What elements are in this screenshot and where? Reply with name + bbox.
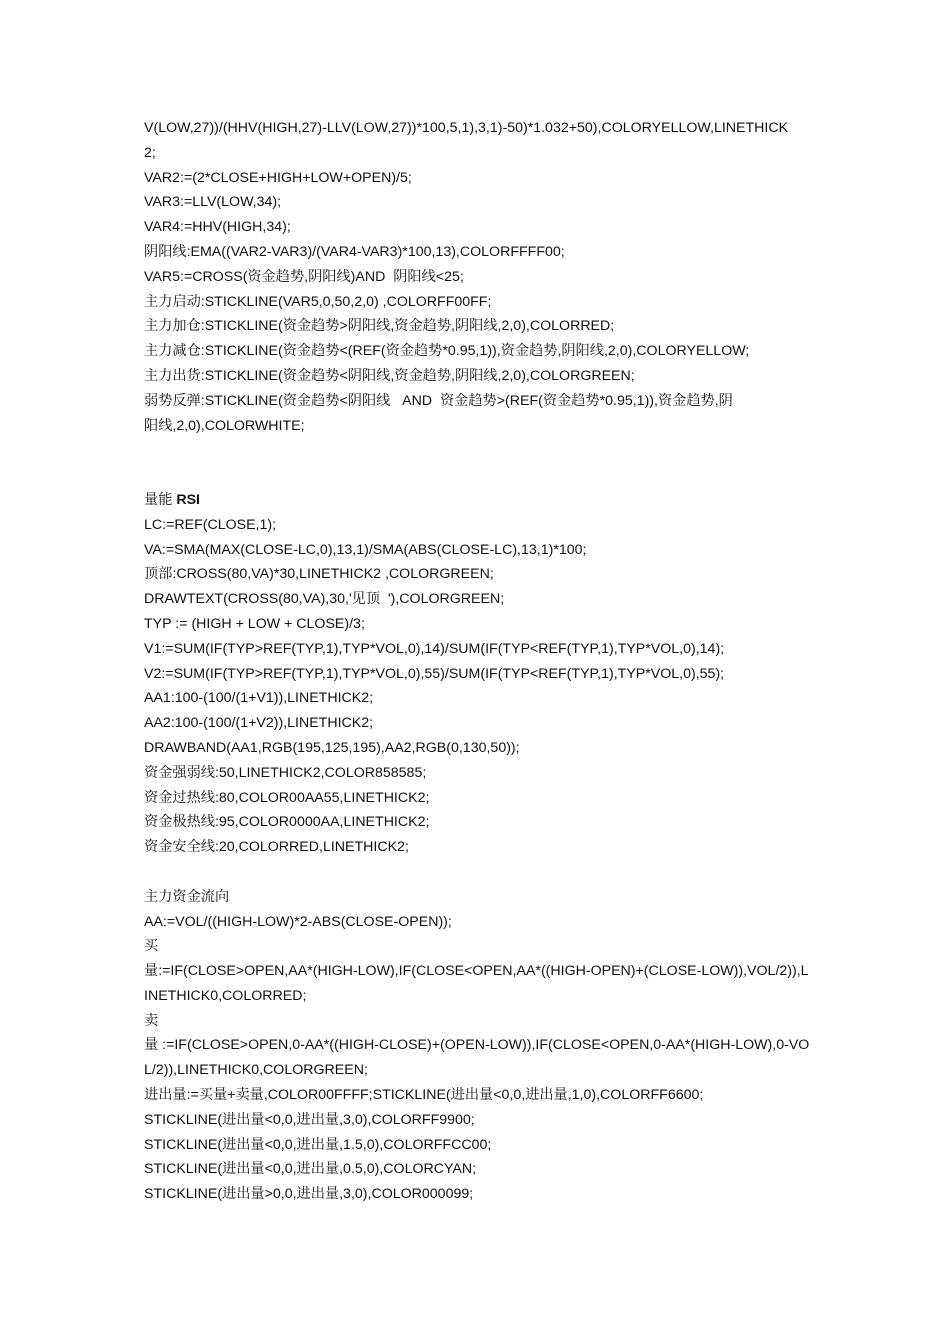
code-line: 主力启动:STICKLINE(VAR5,0,50,2,0) ,COLORFF00FF;	[144, 293, 492, 310]
code-line: 进出量:=买量+卖量,COLOR00FFFF;STICKLINE(进出量<0,0,进出量,1,0),COLORFF6600;	[144, 1087, 704, 1104]
code-line: STICKLINE(进出量<0,0,进出量,0.5,0),COLORCYAN;	[144, 1161, 477, 1178]
code-line: AA1:100-(100/(1+V1)),LINETHICK2;	[144, 690, 374, 707]
code-line: DRAWBAND(AA1,RGB(195,125,195),AA2,RGB(0,130,50));	[144, 739, 520, 756]
code-line: 资金强弱线:50,LINETHICK2,COLOR858585;	[144, 764, 427, 781]
code-line: VAR4:=HHV(HIGH,34);	[144, 219, 291, 236]
section-rsi	[144, 488, 816, 860]
code-line: 量 :=IF(CLOSE>OPEN,0-AA*((HIGH-CLOSE)+(OPEN-LOW)),IF(CLOSE<OPEN,0-AA*(HIGH-LOW),0-VO	[144, 1037, 810, 1054]
code-line: LC:=REF(CLOSE,1);	[144, 516, 277, 533]
code-line: 顶部:CROSS(80,VA)*30,LINETHICK2 ,COLORGREEN;	[144, 566, 494, 583]
code-line: STICKLINE(进出量>0,0,进出量,3,0),COLOR000099;	[144, 1186, 474, 1203]
code-line: TYP := (HIGH + LOW + CLOSE)/3;	[144, 615, 365, 632]
section-main-fund-flow	[144, 885, 816, 1207]
code-line: DRAWTEXT(CROSS(80,VA),30,'见顶 '),COLORGREEN;	[144, 591, 505, 608]
code-line: VAR2:=(2*CLOSE+HIGH+LOW+OPEN)/5;	[144, 169, 412, 186]
code-line: AA2:100-(100/(1+V2)),LINETHICK2;	[144, 715, 374, 732]
formula-block-1	[144, 116, 816, 438]
code-line: 资金极热线:95,COLOR0000AA,LINETHICK2;	[144, 814, 430, 831]
code-line: 弱势反弹:STICKLINE(资金趋势<阴阳线 AND 资金趋势>(REF(资金趋势*0.95,1)),资金趋势,阴	[144, 392, 733, 409]
code-line: 2;	[144, 144, 156, 161]
code-line: 卖	[144, 1012, 159, 1029]
code-line: 量:=IF(CLOSE>OPEN,AA*(HIGH-LOW),IF(CLOSE<OPEN,AA*((HIGH-OPEN)+(CLOSE-LOW)),VOL/2)),L	[144, 963, 809, 980]
code-line: STICKLINE(进出量<0,0,进出量,1.5,0),COLORFFCC00;	[144, 1136, 492, 1153]
code-line: 主力减仓:STICKLINE(资金趋势<(REF(资金趋势*0.95,1)),资金趋势,阴阳线,2,0),COLORYELLOW;	[144, 343, 750, 360]
section-title	[144, 488, 816, 513]
code-line: V1:=SUM(IF(TYP>REF(TYP,1),TYP*VOL,0),14)/SUM(IF(TYP<REF(TYP,1),TYP*VOL,0),14);	[144, 640, 725, 657]
code-line: AA:=VOL/((HIGH-LOW)*2-ABS(CLOSE-OPEN));	[144, 913, 452, 930]
code-line: VA:=SMA(MAX(CLOSE-LC,0),13,1)/SMA(ABS(CLOSE-LC),13,1)*100;	[144, 541, 587, 558]
code-line: 阳线,2,0),COLORWHITE;	[144, 417, 305, 434]
code-line: V(LOW,27))/(HHV(HIGH,27)-LLV(LOW,27))*100,5,1),3,1)-50)*1.032+50),COLORYELLOW,LINETHICK	[144, 120, 789, 136]
section-title-bold: RSI	[176, 491, 200, 508]
code-line: 主力出货:STICKLINE(资金趋势<阴阳线,资金趋势,阴阳线,2,0),COLORGREEN;	[144, 367, 635, 384]
code-line: L/2)),LINETHICK0,COLORGREEN;	[144, 1062, 368, 1079]
code-line: 主力加仓:STICKLINE(资金趋势>阴阳线,资金趋势,阴阳线,2,0),COLORRED;	[144, 318, 615, 335]
code-line: VAR5:=CROSS(资金趋势,阴阳线)AND 阴阳线<25;	[144, 268, 464, 285]
code-line: 阴阳线:EMA((VAR2-VAR3)/(VAR4-VAR3)*100,13),COLORFFFF00;	[144, 243, 565, 260]
code-line: V2:=SUM(IF(TYP>REF(TYP,1),TYP*VOL,0),55)/SUM(IF(TYP<REF(TYP,1),TYP*VOL,0),55);	[144, 665, 725, 682]
code-line: VAR3:=LLV(LOW,34);	[144, 194, 282, 211]
code-line: STICKLINE(进出量<0,0,进出量,3,0),COLORFF9900;	[144, 1111, 475, 1128]
section-title-text: 量能	[144, 491, 177, 508]
spacer	[144, 438, 816, 488]
section-title: 主力资金流向	[144, 888, 230, 905]
code-line: 买	[144, 938, 159, 955]
code-line: 资金过热线:80,COLOR00AA55,LINETHICK2;	[144, 789, 430, 806]
code-line: INETHICK0,COLORRED;	[144, 987, 307, 1004]
spacer	[144, 860, 816, 885]
document-content	[144, 116, 816, 1207]
code-line: 资金安全线:20,COLORRED,LINETHICK2;	[144, 839, 409, 856]
